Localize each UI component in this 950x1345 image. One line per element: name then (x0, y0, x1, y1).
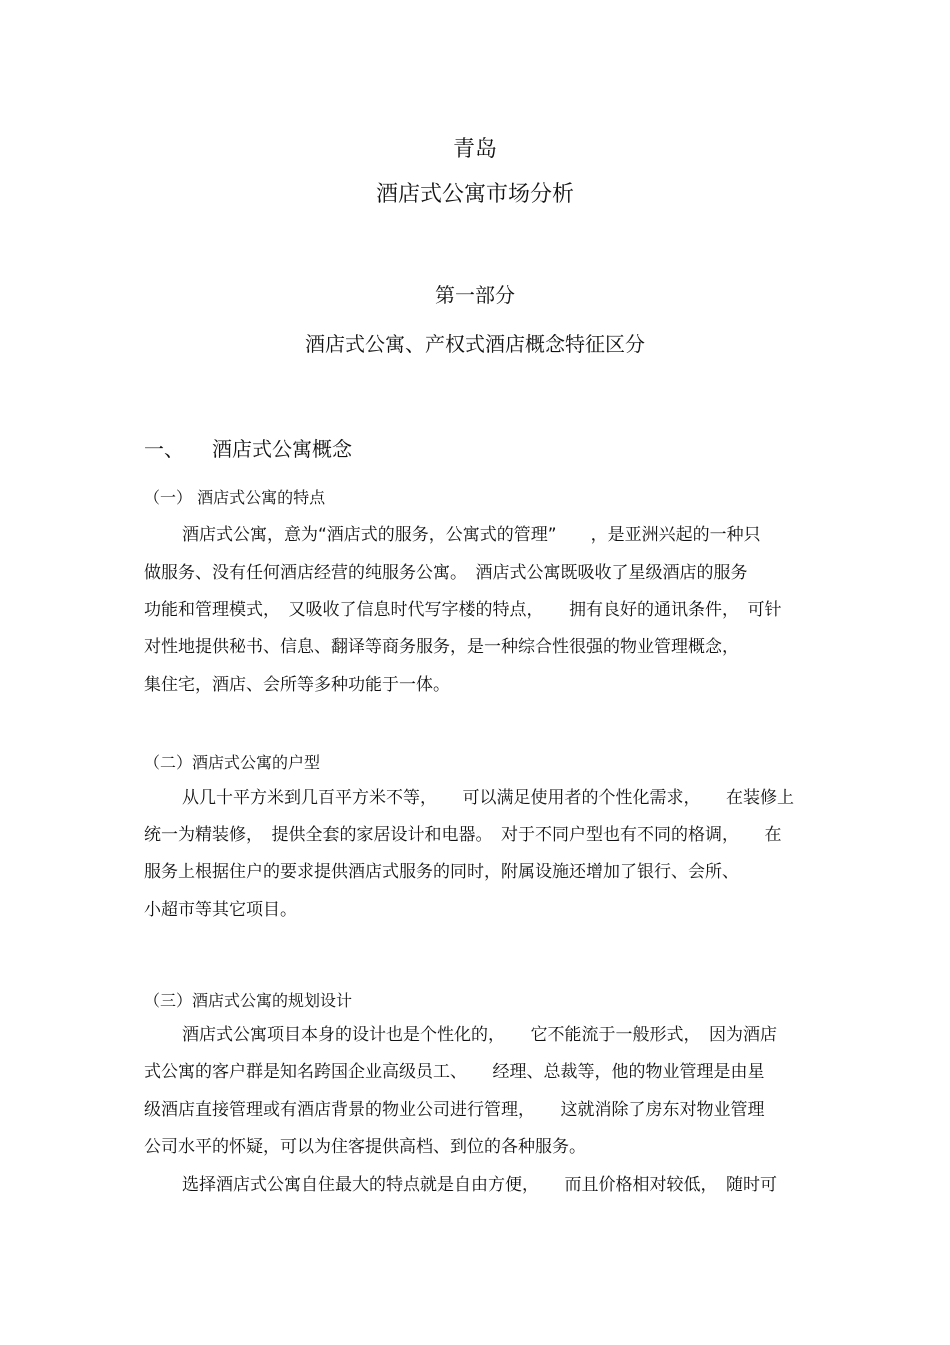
section-title: 酒店式公寓概念 (212, 437, 352, 461)
paragraph-line: 酒店式公寓项目本身的设计也是个性化的， 它不能流于一般形式， 因为酒店 (182, 1025, 777, 1045)
paragraph-line: 选择酒店式公寓自住最大的特点就是自由方便， 而且价格相对较低， 随时可 (182, 1175, 777, 1195)
paragraph-line: 式公寓的客户群是知名跨国企业高级员工、 经理、总裁等，他的物业管理是由星 (144, 1062, 765, 1082)
subsection-heading-layout: （二）酒店式公寓的户型 (144, 753, 321, 772)
paragraph-line: 对性地提供秘书、信息、翻译等商务服务，是一种综合性很强的物业管理概念， (144, 637, 739, 657)
paragraph-line: 小超市等其它项目。 (144, 900, 297, 920)
paragraph-line: 级酒店直接管理或有酒店背景的物业公司进行管理， 这就消除了房东对物业管理 (144, 1100, 765, 1120)
paragraph-line: 统一为精装修， 提供全套的家居设计和电器。 对于不同户型也有不同的格调， 在 (144, 825, 782, 845)
section-heading (144, 433, 352, 462)
paragraph-line: 从几十平方米到几百平方米不等， 可以满足使用者的个性化需求， 在装修上 (182, 788, 794, 808)
paragraph-line: 做服务、没有任何酒店经营的纯服务公寓。 酒店式公寓既吸收了星级酒店的服务 (144, 563, 748, 583)
paragraph-line: 集住宅，酒店、会所等多种功能于一体。 (144, 675, 450, 695)
paragraph-line: 公司水平的怀疑，可以为住客提供高档、到位的各种服务。 (144, 1137, 586, 1157)
subsection-heading-features: （一） 酒店式公寓的特点 (144, 488, 326, 507)
section-number: 一、 (144, 437, 184, 461)
paragraph-line: 服务上根据住户的要求提供酒店式服务的同时，附属设施还增加了银行、会所、 (144, 862, 739, 882)
paragraph-line: 酒店式公寓，意为“酒店式的服务，公寓式的管理” ，是亚洲兴起的一种只 (182, 525, 761, 545)
document-title: 酒店式公寓市场分析 (375, 182, 574, 207)
title-city: 青岛 (452, 137, 497, 162)
paragraph-line: 功能和管理模式， 又吸收了信息时代写字楼的特点， 拥有良好的通讯条件， 可针 (144, 600, 782, 620)
part-title: 酒店式公寓、产权式酒店概念特征区分 (305, 332, 645, 356)
part-number: 第一部分 (435, 283, 515, 307)
subsection-heading-design: （三）酒店式公寓的规划设计 (144, 991, 353, 1010)
